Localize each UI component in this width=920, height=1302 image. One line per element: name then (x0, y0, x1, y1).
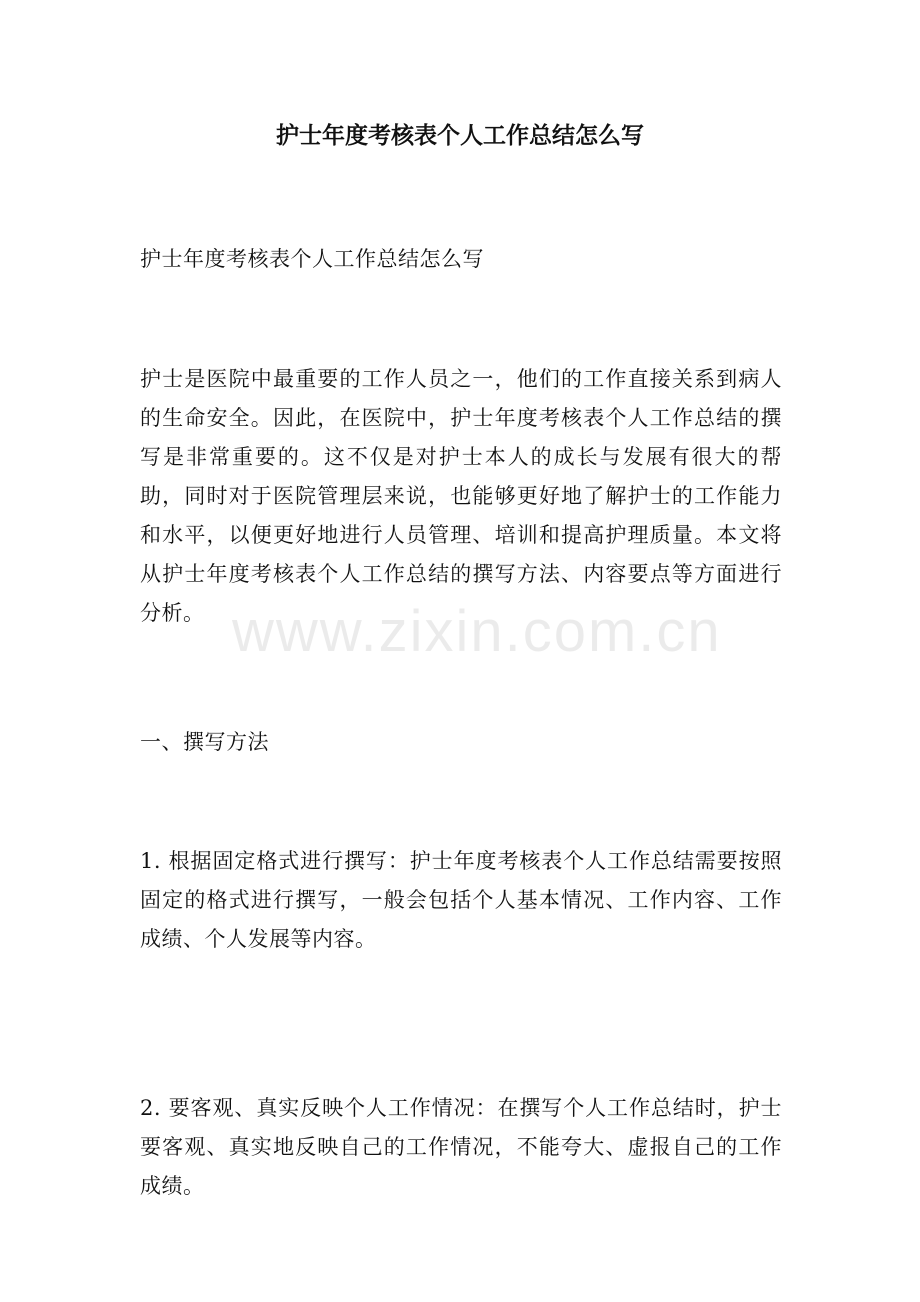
section-heading-writing-method: 一、撰写方法 (140, 730, 269, 754)
document-subtitle: 护士年度考核表个人工作总结怎么写 (140, 247, 484, 271)
list-item-2: 2. 要客观、真实反映个人工作情况：在撰写个人工作总结时，护士要客观、真实地反映自己的工作情况，不能夸大、虚报自己的工作成绩。 (140, 1096, 782, 1198)
intro-paragraph: 护士是医院中最重要的工作人员之一，他们的工作直接关系到病人的生命安全。因此，在医院中，护士年度考核表个人工作总结的撰写是非常重要的。这不仅是对护士本人的成长与发展有很大的帮助，同时对于医院管理层来说，也能够更好地了解护士的工作能力和水平，以便更好地进行人员管理、培训和提高护理质量。本文将从护士年度考核表个人工作总结的撰写方法、内容要点等方面进行分析。 (140, 367, 782, 625)
document-title: 护士年度考核表个人工作总结怎么写 (276, 122, 644, 149)
watermark: www.zixin.com.cn (232, 599, 722, 664)
list-item-1: 1. 根据固定格式进行撰写：护士年度考核表个人工作总结需要按照固定的格式进行撰写，一般会包括个人基本情况、工作内容、工作成绩、个人发展等内容。 (140, 849, 782, 951)
